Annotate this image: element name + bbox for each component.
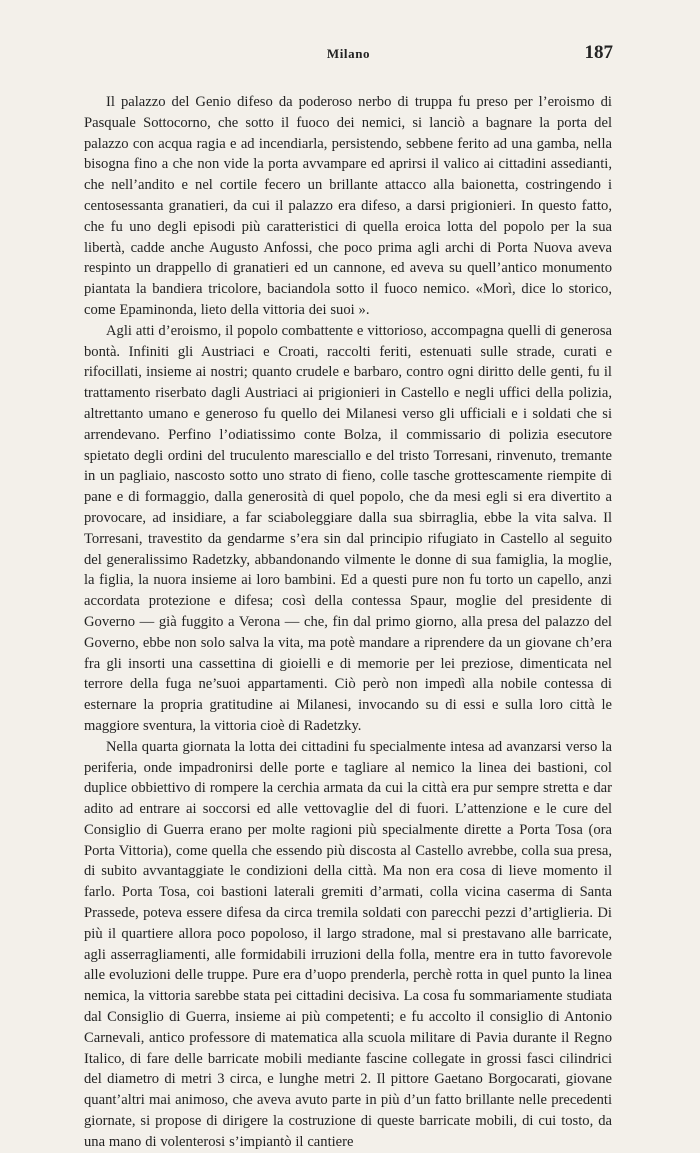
paragraph-fourth-day: Nella quarta giornata la lotta dei cittadini fu specialmente intesa ad avanzarsi verso la periferia, onde impadronirsi delle porte e tagliare al nemico la linea dei bastioni, col duplice obbiettivo di rompere la cerchia armata da cui la città era pur sempre stretta e dar adito ad entrare ai soccorsi ed alle vettovaglie del di fuori. L’attenzione e le cure del Consiglio di Guerra erano per molte ragioni più specialmente dirette a Porta Tosa (ora Porta Vittoria), come quella che essendo più discosta al Castello avrebbe, colla sua presa, di subito avvantaggiate le condizioni della città. Ma non era cosa di lieve momento il farlo. Porta Tosa, coi bastioni laterali gremiti d’armati, colla vicina caserma di Santa Prassede, poteva essere difesa da circa tremila soldati con parecchi pezzi d’artiglieria. Di più il quartiere allora poco popoloso, il largo stradone, mal si prestavano alle barricate, agli asserragliamenti, alle formidabili irruzioni della folla, mentre era in tutto favorevole alle evoluzioni delle truppe. Pure era d’uopo prenderla, perchè rotta in quel punto la linea nemica, la vittoria sarebbe stata pei cittadini decisiva. La cosa fu sommariamente studiata dal Consiglio di Guerra, insieme ai più competenti; e fu accolto il consiglio di Antonio Carnevali, antico professore di matematica alla scuola militare di Pavia durante il Regno Italico, di fare delle barricate mobili mediante fascine collegate in grossi fasci cilindrici del diametro di metri 3 circa, e lunghe metri 2. Il pittore Gaetano Borgocarati, giovane quant’altri mai animoso, che aveva avuto parte in più d’un fatto brillante nelle precedenti giornate, si propose di dirigere la costruzione di queste barricate mobili, di cui tosto, da una mano di volenterosi s’impiantò il cantiere [84,738,612,1150]
running-title: Milano [326,46,371,61]
paragraph-genio-palace: Il palazzo del Genio difeso da poderoso nerbo di truppa fu preso per l’eroismo di Pasquale Sottocorno, che sotto il fuoco dei nemici, si lanciò a bagnare la porta del palazzo con acqua ragia e ad incendiarla, persistendo, sebbene ferito ad una gamba, nella bisogna fino a che non vide la porta avvampare ed aprirsi il valico ai cittadini assedianti, che nell’andito e nel cortile fecero un brillante attacco alla baionetta, costringendo i centosessanta granatieri, da cui il palazzo era difeso, a darsi prigionieri. In questo fatto, che fu uno degli episodi più caratteristici di quella eroica lotta del popolo per la sua libertà, cadde anche Augusto Anfossi, che poco prima agli archi di Porta Nuova aveva respinto un drappello di granatieri ed un cannone, ed aveva su quell’antico monumento piantata la bandiera tricolore, baciandola sotto il fuoco nemico. «Morì, dice lo storico, come Epaminonda, lieto della vittoria dei suoi ». [84,94,612,318]
page-number: 187 [584,42,613,63]
running-head [84,42,613,64]
paragraph-generosity: Agli atti d’eroismo, il popolo combattente e vittorioso, accompagna quelli di generosa bontà. Infiniti gli Austriaci e Croati, raccolti feriti, estenuati sulle strade, curati e rifocillati, insieme ai nostri; quanto crudele e barbaro, contro ogni diritto delle genti, fu il trattamento riserbato dagli Austriaci ai prigionieri in Castello e negli uffici della polizia, altrettanto umano e generoso fu quello dei Milanesi verso gli ufficiali e i soldati che si arrendevano. Perfino l’odiatissimo conte Bolza, il commissario di polizia esecutore spietato degli ordini del truculento maresciallo e del tristo Torresani, rinvenuto, tremante in un pagliaio, nascosto sotto uno strato di fieno, colle tasche grottescamente riempite di pane e di formaggio, dalla generosità di quel popolo, che da mesi egli si era divertito a provocare, ad insidiare, a far sciaboleggiare dalla sua sbirraglia, ebbe la vita salva. Il Torresani, travestito da gendarme s’era sin dal principio rifugiato in Castello al seguito del generalissimo Radetzky, abbandonando vilmente le donne di sua famiglia, la moglie, la figlia, la nuora insieme ai loro bambini. Ed a questi pure non fu torto un capello, anzi accordata protezione e difesa; così della contessa Spaur, moglie del presidente di Governo — già fuggito a Verona — che, fin dal primo giorno, alla presa del palazzo del Governo, ebbe non solo salva la vita, ma potè mandare a riprendere da un giovane ch’era fra gli insorti una cassettina di gioielli e di memorie per lei preziose, dimenticata nel terrore della fuga ne’suoi appartamenti. Ciò però non impedì alla nobile contessa di esternare la propria gratitudine ai Milanesi, invocando su di essi e sulla loro città le maggiore sventura, la vittoria cioè di Radetzky. [84,322,612,734]
body-text [84,92,612,1153]
